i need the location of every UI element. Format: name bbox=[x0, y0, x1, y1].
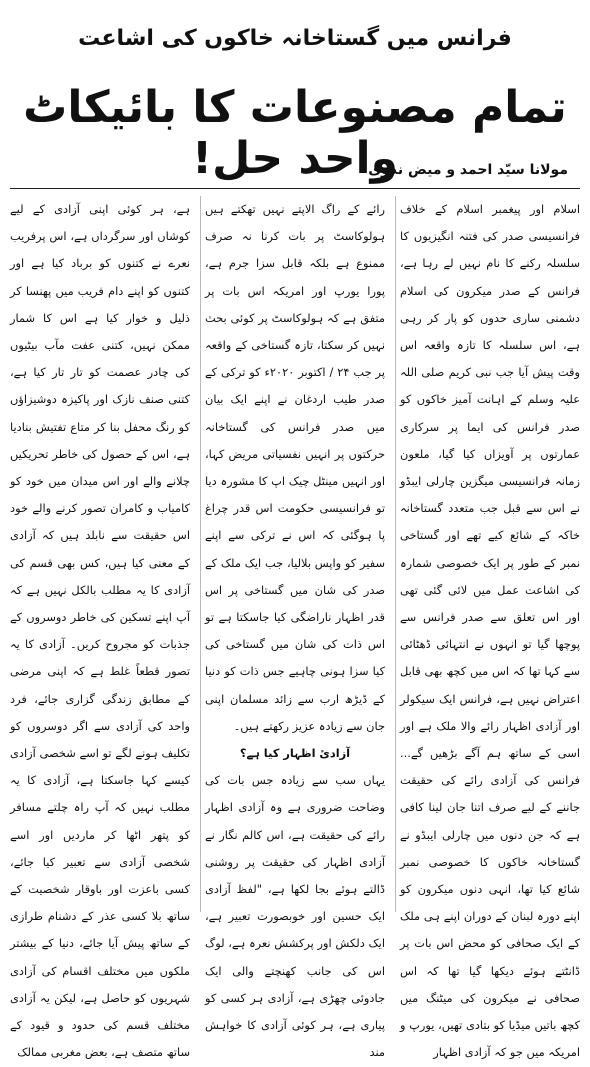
byline-divider bbox=[10, 188, 580, 189]
column-separator bbox=[395, 196, 396, 912]
article-byline: مولانا سیّد احمد و میض ندوی bbox=[368, 162, 568, 178]
article-column-middle bbox=[205, 196, 385, 1060]
column-separator bbox=[200, 196, 201, 912]
column-middle-text: رائے کے راگ الاپتے نہیں تھکتے ہیں ہولوکاسٹ پر بات کرنا نہ صرف ممنوع ہے بلکہ قابل سزا جرم ہے، پورا یورپ اور امریکہ اس بات پر متفق ہے کہ ہولوکاسٹ پر کوئی بحث نہیں کر سکتا، تازہ گستاخی کے واقعہ پر جب ۲۴ / اکتوبر ۲۰۲۰ء کو ترکی کے صدر طیب اردغان نے اپنے ایک بیان میں صدر فرانس کی گستاخانہ حرکتوں پر انہیں نفسیاتی مریض کہا، اور انہیں مینٹل چیک اپ کا مشورہ دیا تو فرانسیسی حکومت اس قدر چراغ پا ہوگئی کہ اس نے ترکی سے اپنے سفیر کو واپس بلالیا، جب ایک ملک کے صدر کی شان میں گستاخی پر اس قدر اظہار ناراضگی کیا جاسکتا ہے تو اس ذات کی شان میں گستاخی کی کیا سزا ہونی چاہیے جس ذات کو دنیا کے ڈیڑھ ارب سے زائد مسلمان اپنی جان سے زیادہ عزیز رکھتے ہیں۔ bbox=[205, 202, 385, 733]
column-middle-text-2: یہاں سب سے زیادہ جس بات کی وضاحت ضروری ہے وہ آزادی اظہار رائے کی حقیقت ہے، اس کالم نگار نے آزادی اظہار کی حقیقت پر روشنی ڈالتے ہوئے بجا لکھا ہے، "لفظ آزادی ایک حسین اور خوبصورت تعبیر ہے، ایک دلکش اور پرکشش نعرہ ہے، لوگ اس کی جانب کھنچتے والی ایک جادوئی چھڑی ہے، آزادی ہر کسی کو پیاری ہے، ہر کوئی آزادی کا خواہش مند bbox=[205, 773, 385, 1060]
column-right-text: اسلام اور پیغمبر اسلام کے خلاف فرانسیسی صدر کی فتنہ انگیزیوں کا سلسلہ رکنے کا نام نہیں لے رہا ہے، فرانس کے صدر میکرون کی اسلام دشمنی ساری حدوں کو پار کر رہی ہے، اس سلسلہ کا تازہ واقعہ اس وقت پیش آیا جب نبی کریم صلی اللہ علیہ وسلم کے اہانت آمیز خاکوں کو صدر فرانس کی ایما پر سرکاری عمارتوں پر آویزاں کیا گیا، ملعون زمانہ فرانسیسی میگزین چارلی ایبڈو نے اس سے قبل جب متعدد گستاخانہ خاکہ کے شائع کیے تھے اور گستاخی نمبر کے طور پر ایک خصوصی شمارہ کی اشاعت عمل میں لائی گئی تھی اور اس تعلق سے صدر فرانس سے پوچھا گیا تو انہوں نے انتہائی ڈھٹائی سے کہا تھا کہ اس میں کچھ بھی قابل اعتراض نہیں ہے، فرانس ایک سیکولر اور آزادی اظہار رائے والا ملک ہے اور اسی کے ساتھ ہم آگے بڑھیں گے... فرانس کی آزادی رائے کی حقیقت جاننے کے لیے صرف اتنا جان لینا کافی ہے کہ جن دنوں میں چارلی ایبڈو نے گستاخانہ خاکوں کا خصوصی نمبر شائع کیا تھا، انہی دنوں میکرون کو اپنے دورہ لبنان کے دوران اپنے ہی ملک کے ایک صحافی کو محض اس بات پر ڈانٹتے ہوئے دیکھا گیا تھا کہ اس صحافی نے میکرون کی میٹنگ میں کچھ باتیں میڈیا کو بتادی تھیں، یورپ و امریکہ میں جو کہ آزادی اظہار bbox=[400, 202, 580, 1060]
article-column-right bbox=[400, 196, 580, 1060]
article-kicker: فرانس میں گستاخانہ خاکوں کی اشاعت bbox=[78, 26, 512, 51]
column-left-text: ہے، ہر کوئی اپنی آزادی کے لیے کوشاں اور سرگرداں ہے، اس پرفریب نعرے نے کتنوں کو برباد کیا ہے اور کتنوں کو اپنے دام فریب میں پھنسا کر ذلیل و خوار کیا ہے اس کا شمار ممکن نہیں، کتنی عفت مآب بیٹیوں کی چادر عصمت کو تار تار کیا ہے، کتنی صنف نازک اور پاکیزہ دوشیزاؤں کو رنگ محفل بنا کر متاع تفتیش بنادیا ہے، اس کے حصول کی خاطر تحریکیں چلانے والے اور اس میدان میں خود کو کامیاب و کامران تصور کرنے والے خود اس حقیقت سے نابلد ہیں کہ آزادی کے معنی کیا ہیں، کس بھی قسم کی آزادی کا یہ مطلب بالکل نہیں ہے کہ آپ اپنے تسکین کی خاطر دوسروں کے جذبات کو مجروح کریں۔ آزادی کا یہ تصور قطعاً غلط ہے کہ اپنی مرضی کے مطابق زندگی گزاری جائے، فرد واحد کی آزادی سے اگر دوسروں کو تکلیف ہونے لگے تو اسے شخصی آزادی کیسے کہا جاسکتا ہے، آزادی کا یہ مطلب نہیں کہ آپ راہ چلتے مسافر کو پتھر اٹھا کر ماردیں اور اسے شخصی آزادی سے تعبیر کیا جائے، کسی باعزت اور باوقار شخصیت کے ساتھ بلا کسی عذر کے دشنام طرازی کے ساتھ پیش آیا جائے، دنیا کے بیشتر ملکوں میں مختلف اقسام کی آزادی شہریوں کو حاصل ہے، لیکن یہ آزادی مختلف قسم کی حدود و قیود کے ساتھ متصف ہے، بعض مغربی ممالک bbox=[10, 202, 190, 1060]
article-column-left bbox=[10, 196, 190, 1060]
article-headline: تمام مصنوعات کا بائیکاٹ واحد حل! bbox=[23, 82, 567, 184]
section-subheading: آزادیٔ اظہار کیا ہے؟ bbox=[239, 746, 351, 761]
